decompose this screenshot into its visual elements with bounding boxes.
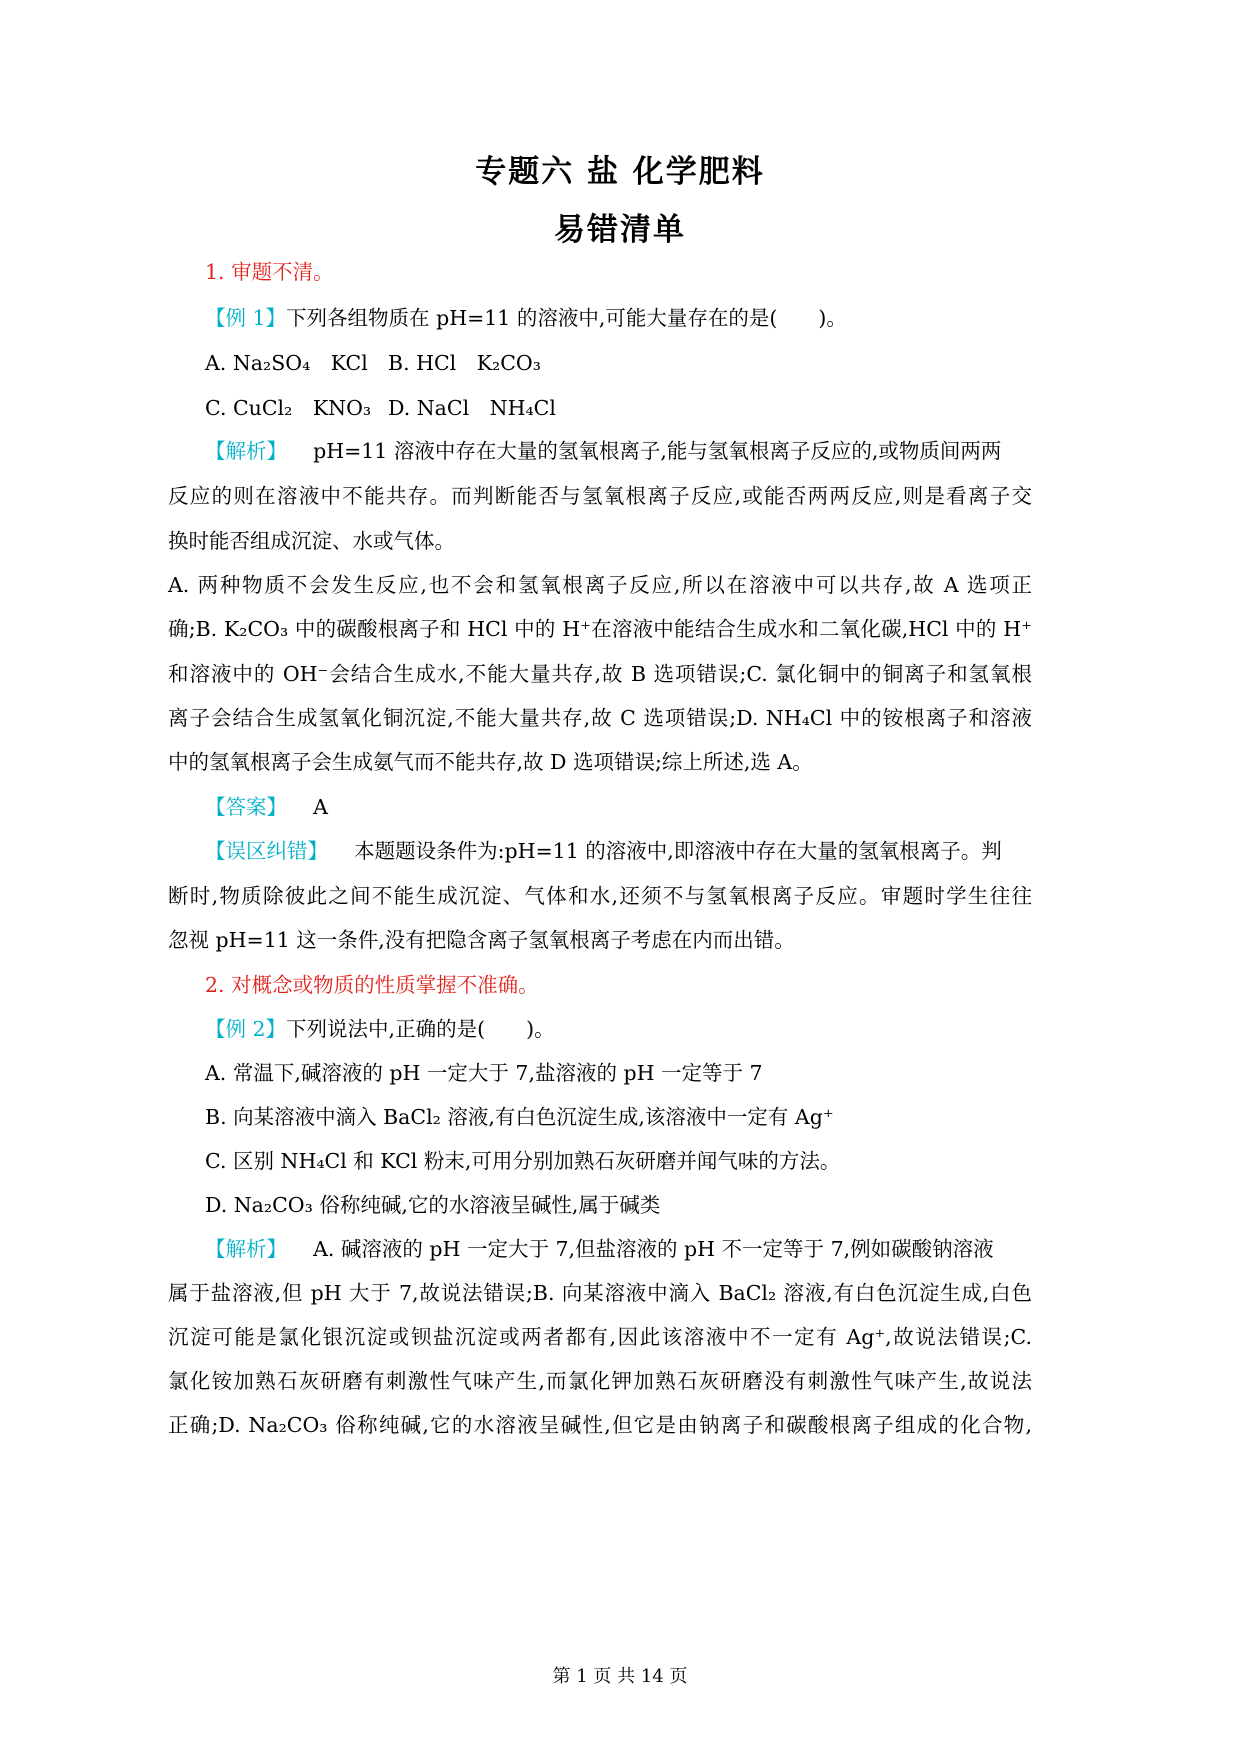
- question-stem: 下列各组物质在 pH=11 的溶液中,可能大量存在的是( )。: [286, 306, 847, 330]
- example-1-question: [205, 303, 847, 333]
- question-stem: 下列说法中,正确的是( )。: [286, 1017, 555, 1041]
- analysis-2-line-2: 属于盐溶液,但 pH 大于 7,故说法错误;B. 向某溶液中滴入 BaCl₂ 溶液,有白色沉淀生成,白色: [168, 1281, 1032, 1305]
- answer-1: [205, 792, 328, 822]
- answer-tag: 【答案】: [205, 795, 287, 819]
- example-tag: 【例 1】: [205, 306, 287, 330]
- option-b: B. 向某溶液中滴入 BaCl₂ 溶液,有白色沉淀生成,该溶液中一定有 Ag⁺: [205, 1105, 834, 1129]
- analysis-text: pH=11 溶液中存在大量的氢氧根离子,能与氢氧根离子反应的,或物质间两两: [313, 439, 1002, 463]
- analysis-1-line-5: 确;B. K₂CO₃ 中的碳酸根离子和 HCl 中的 H⁺在溶液中能结合生成水和二氧化碳,HCl 中的 H⁺: [168, 617, 1032, 641]
- error-correction-tag: 【误区纠错】: [205, 839, 328, 863]
- analysis-1-line-1: [205, 436, 1001, 466]
- option-d: D. Na₂CO₃ 俗称纯碱,它的水溶液呈碱性,属于碱类: [205, 1193, 661, 1217]
- option-c: C. 区别 NH₄Cl 和 KCl 粉末,可用分别加熟石灰研磨并闻气味的方法。: [205, 1149, 841, 1173]
- analysis-2-line-4: 氯化铵加熟石灰研磨有刺激性气味产生,而氯化钾加熟石灰研磨没有刺激性气味产生,故说法: [168, 1369, 1032, 1393]
- analysis-1-line-4: A. 两种物质不会发生反应,也不会和氢氧根离子反应,所以在溶液中可以共存,故 A 选项正: [168, 573, 1032, 597]
- option-b: B. HCl K₂CO₃: [388, 351, 541, 375]
- analysis-2-line-1: [205, 1234, 994, 1264]
- page-subtitle: 易错清单: [554, 212, 686, 248]
- section-heading-1: 1. 审题不清。: [205, 260, 334, 284]
- analysis-1-line-3: 换时能否组成沉淀、水或气体。: [168, 529, 455, 553]
- error-correction-text: 本题题设条件为:pH=11 的溶液中,即溶液中存在大量的氢氧根离子。判: [354, 839, 1002, 863]
- analysis-tag: 【解析】: [205, 1237, 287, 1261]
- example-tag: 【例 2】: [205, 1017, 287, 1041]
- analysis-1-line-6: 和溶液中的 OH⁻会结合生成水,不能大量共存,故 B 选项错误;C. 氯化铜中的铜离子和氢氧根: [168, 662, 1032, 686]
- section-heading-2: 2. 对概念或物质的性质掌握不准确。: [205, 973, 539, 997]
- analysis-1-line-7: 离子会结合生成氢氧化铜沉淀,不能大量共存,故 C 选项错误;D. NH₄Cl 中的铵根离子和溶液: [168, 706, 1032, 730]
- analysis-text: A. 碱溶液的 pH 一定大于 7,但盐溶液的 pH 不一定等于 7,例如碳酸钠溶液: [313, 1237, 994, 1261]
- error-correction-line-2: 断时,物质除彼此之间不能生成沉淀、气体和水,还须不与氢氧根离子反应。审题时学生往往: [168, 884, 1032, 908]
- analysis-2-line-3: 沉淀可能是氯化银沉淀或钡盐沉淀或两者都有,因此该溶液中不一定有 Ag⁺,故说法错误;C.: [168, 1325, 1032, 1349]
- error-correction-line-3: 忽视 pH=11 这一条件,没有把隐含离子氢氧根离子考虑在内而出错。: [168, 928, 795, 952]
- analysis-tag: 【解析】: [205, 439, 287, 463]
- option-c: C. CuCl₂ KNO₃: [205, 396, 372, 420]
- page-footer: 第 1 页 共 14 页: [552, 1666, 688, 1687]
- error-correction-line-1: [205, 836, 1002, 866]
- option-d: D. NaCl NH₄Cl: [388, 396, 556, 420]
- example-2-question: [205, 1014, 555, 1044]
- page-title: 专题六 盐 化学肥料: [475, 154, 765, 190]
- analysis-1-line-8: 中的氢氧根离子会生成氨气而不能共存,故 D 选项错误;综上所述,选 A。: [168, 750, 813, 774]
- analysis-1-line-2: 反应的则在溶液中不能共存。而判断能否与氢氧根离子反应,或能否两两反应,则是看离子交: [168, 484, 1032, 508]
- option-a: A. 常温下,碱溶液的 pH 一定大于 7,盐溶液的 pH 一定等于 7: [205, 1061, 763, 1085]
- analysis-2-line-5: 正确;D. Na₂CO₃ 俗称纯碱,它的水溶液呈碱性,但它是由钠离子和碳酸根离子组成的化合物,: [168, 1413, 1032, 1437]
- answer-value: A: [313, 795, 328, 819]
- option-a: A. Na₂SO₄ KCl: [205, 351, 368, 375]
